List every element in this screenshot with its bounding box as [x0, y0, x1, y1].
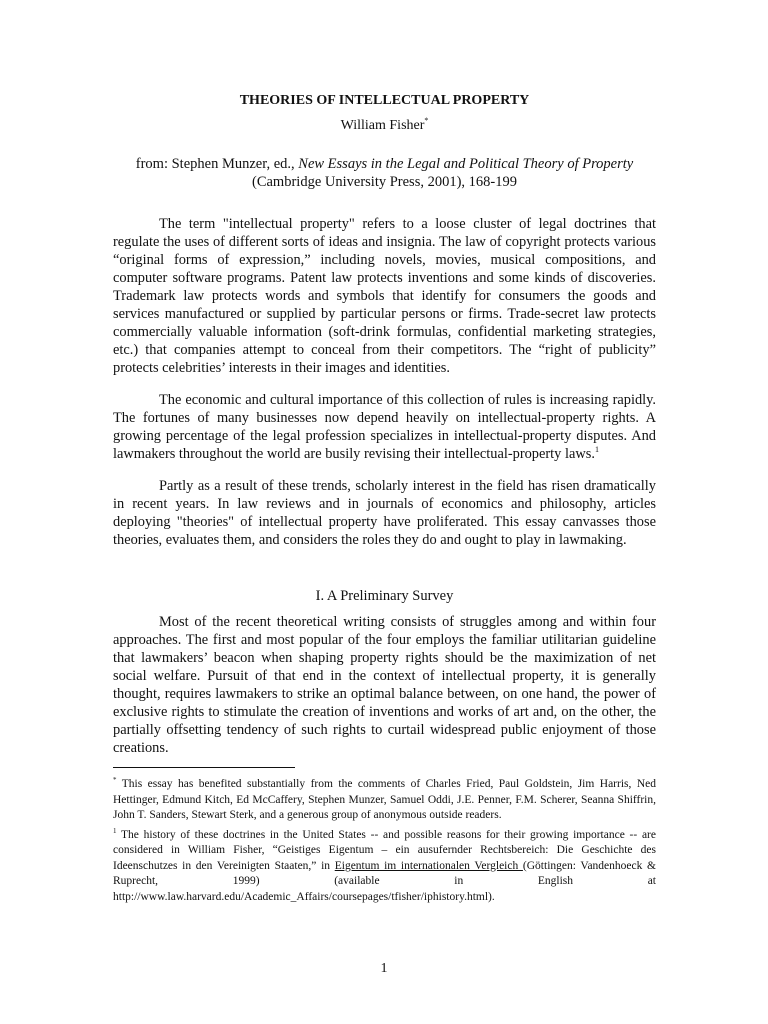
footnote-1-mark: 1 [113, 826, 117, 835]
essay-title: THEORIES OF INTELLECTUAL PROPERTY [239, 93, 530, 108]
source-publisher: (Cambridge University Press, 2001), 168-199 [252, 174, 517, 190]
footnote-star-mark: * [113, 776, 117, 784]
paragraph-2 [113, 391, 656, 463]
author-name: William Fisher [340, 118, 425, 133]
section-heading: I. A Preliminary Survey [315, 588, 454, 604]
footnote-1-text-a: The history of these doctrines in the United States -- and possible reasons for their growing importance -- are considered in William Fisher, “Geistiges Eigentum – ein ausufernder Rechtsbereich: Die Geschichte des Ideenschutzes in den Vereinigten Staaten,” in [113, 828, 656, 872]
author-footnote-mark: * [424, 116, 429, 125]
paragraph-4: Most of the recent theoretical writing consists of struggles among and within four approaches. The first and most popular of the four employs the familiar utilitarian guideline that lawmakers’ beacon when shaping property rights should be the maximization of net social welfare. Pursuit of that end in the context of intellectual property, it is generally thought, requires lawmakers to strike an optimal balance between, on one hand, the power of exclusive rights to stimulate the creation of inventions and works of art and, on the other, the partially offsetting tendency of such rights to curtail widespread public enjoyment of those creations. [113, 614, 656, 756]
document-page [113, 92, 656, 905]
paragraph-3: Partly as a result of these trends, scholarly interest in the field has risen dramatically in recent years. In law reviews and in journals of economics and philosophy, articles deploying "theories" of intellectual property have proliferated. This essay canvasses those theories, evaluates them, and considers the roles they do and ought to play in lawmaking. [113, 478, 656, 548]
footnote-1 [113, 828, 656, 906]
footnote-1-book: Eigentum im internationalen Vergleich [334, 859, 523, 872]
footnote-star [113, 777, 656, 824]
footnote-ref-1: 1 [594, 445, 599, 454]
paragraph-1: The term "intellectual property" refers to a loose cluster of legal doctrines that regulate the uses of different sorts of ideas and insignia. The law of copyright protects various “original forms of expression,” including novels, movies, musical compositions, and computer software programs. Patent law protects inventions and some kinds of discoveries. Trademark law protects words and symbols that identify for consumers the goods and services manufactured or supplied by particular persons or firms. Trade-secret law protects commercially valuable information (soft-drink formulas, confidential marketing strategies, etc.) that companies attempt to conceal from their competitors. The “right of publicity” protects celebrities’ interests in their images and identities. [113, 216, 656, 376]
footnote-divider [113, 767, 295, 768]
page-number: 1 [380, 961, 388, 976]
author-line [113, 112, 656, 135]
paragraph-2-text: The economic and cultural importance of this collection of rules is increasing rapidly. The fortunes of many businesses now depend heavily on intellectual-property rights. A growing percentage of the legal profession specializes in intellectual-property disputes. And lawmakers throughout the world are busily revising their intellectual-property laws. [113, 392, 656, 462]
source-citation [113, 155, 656, 173]
source-book-title: New Essays in the Legal and Political Theory of Property [298, 156, 634, 172]
footnote-star-text: This essay has benefited substantially from the comments of Charles Fried, Paul Goldstein, Jim Harris, Ned Hettinger, Edmund Kitch, Ed McCaffery, Stephen Munzer, Samuel Oddi, J.E. Penner, F.M. Scherer, Seanna Shiffrin, John T. Sanders, Stewart Sterk, and a generous group of anonymous outside readers. [113, 778, 656, 821]
source-prefix: from: Stephen Munzer, ed., [135, 156, 299, 172]
footnote-1-text-b: (Göttingen: Vandenhoeck & Ruprecht, 1999) (available in English at http://www.law.harvard.edu/Academic_Affairs/coursepages/tfisher/iphistory.html). [113, 859, 656, 903]
